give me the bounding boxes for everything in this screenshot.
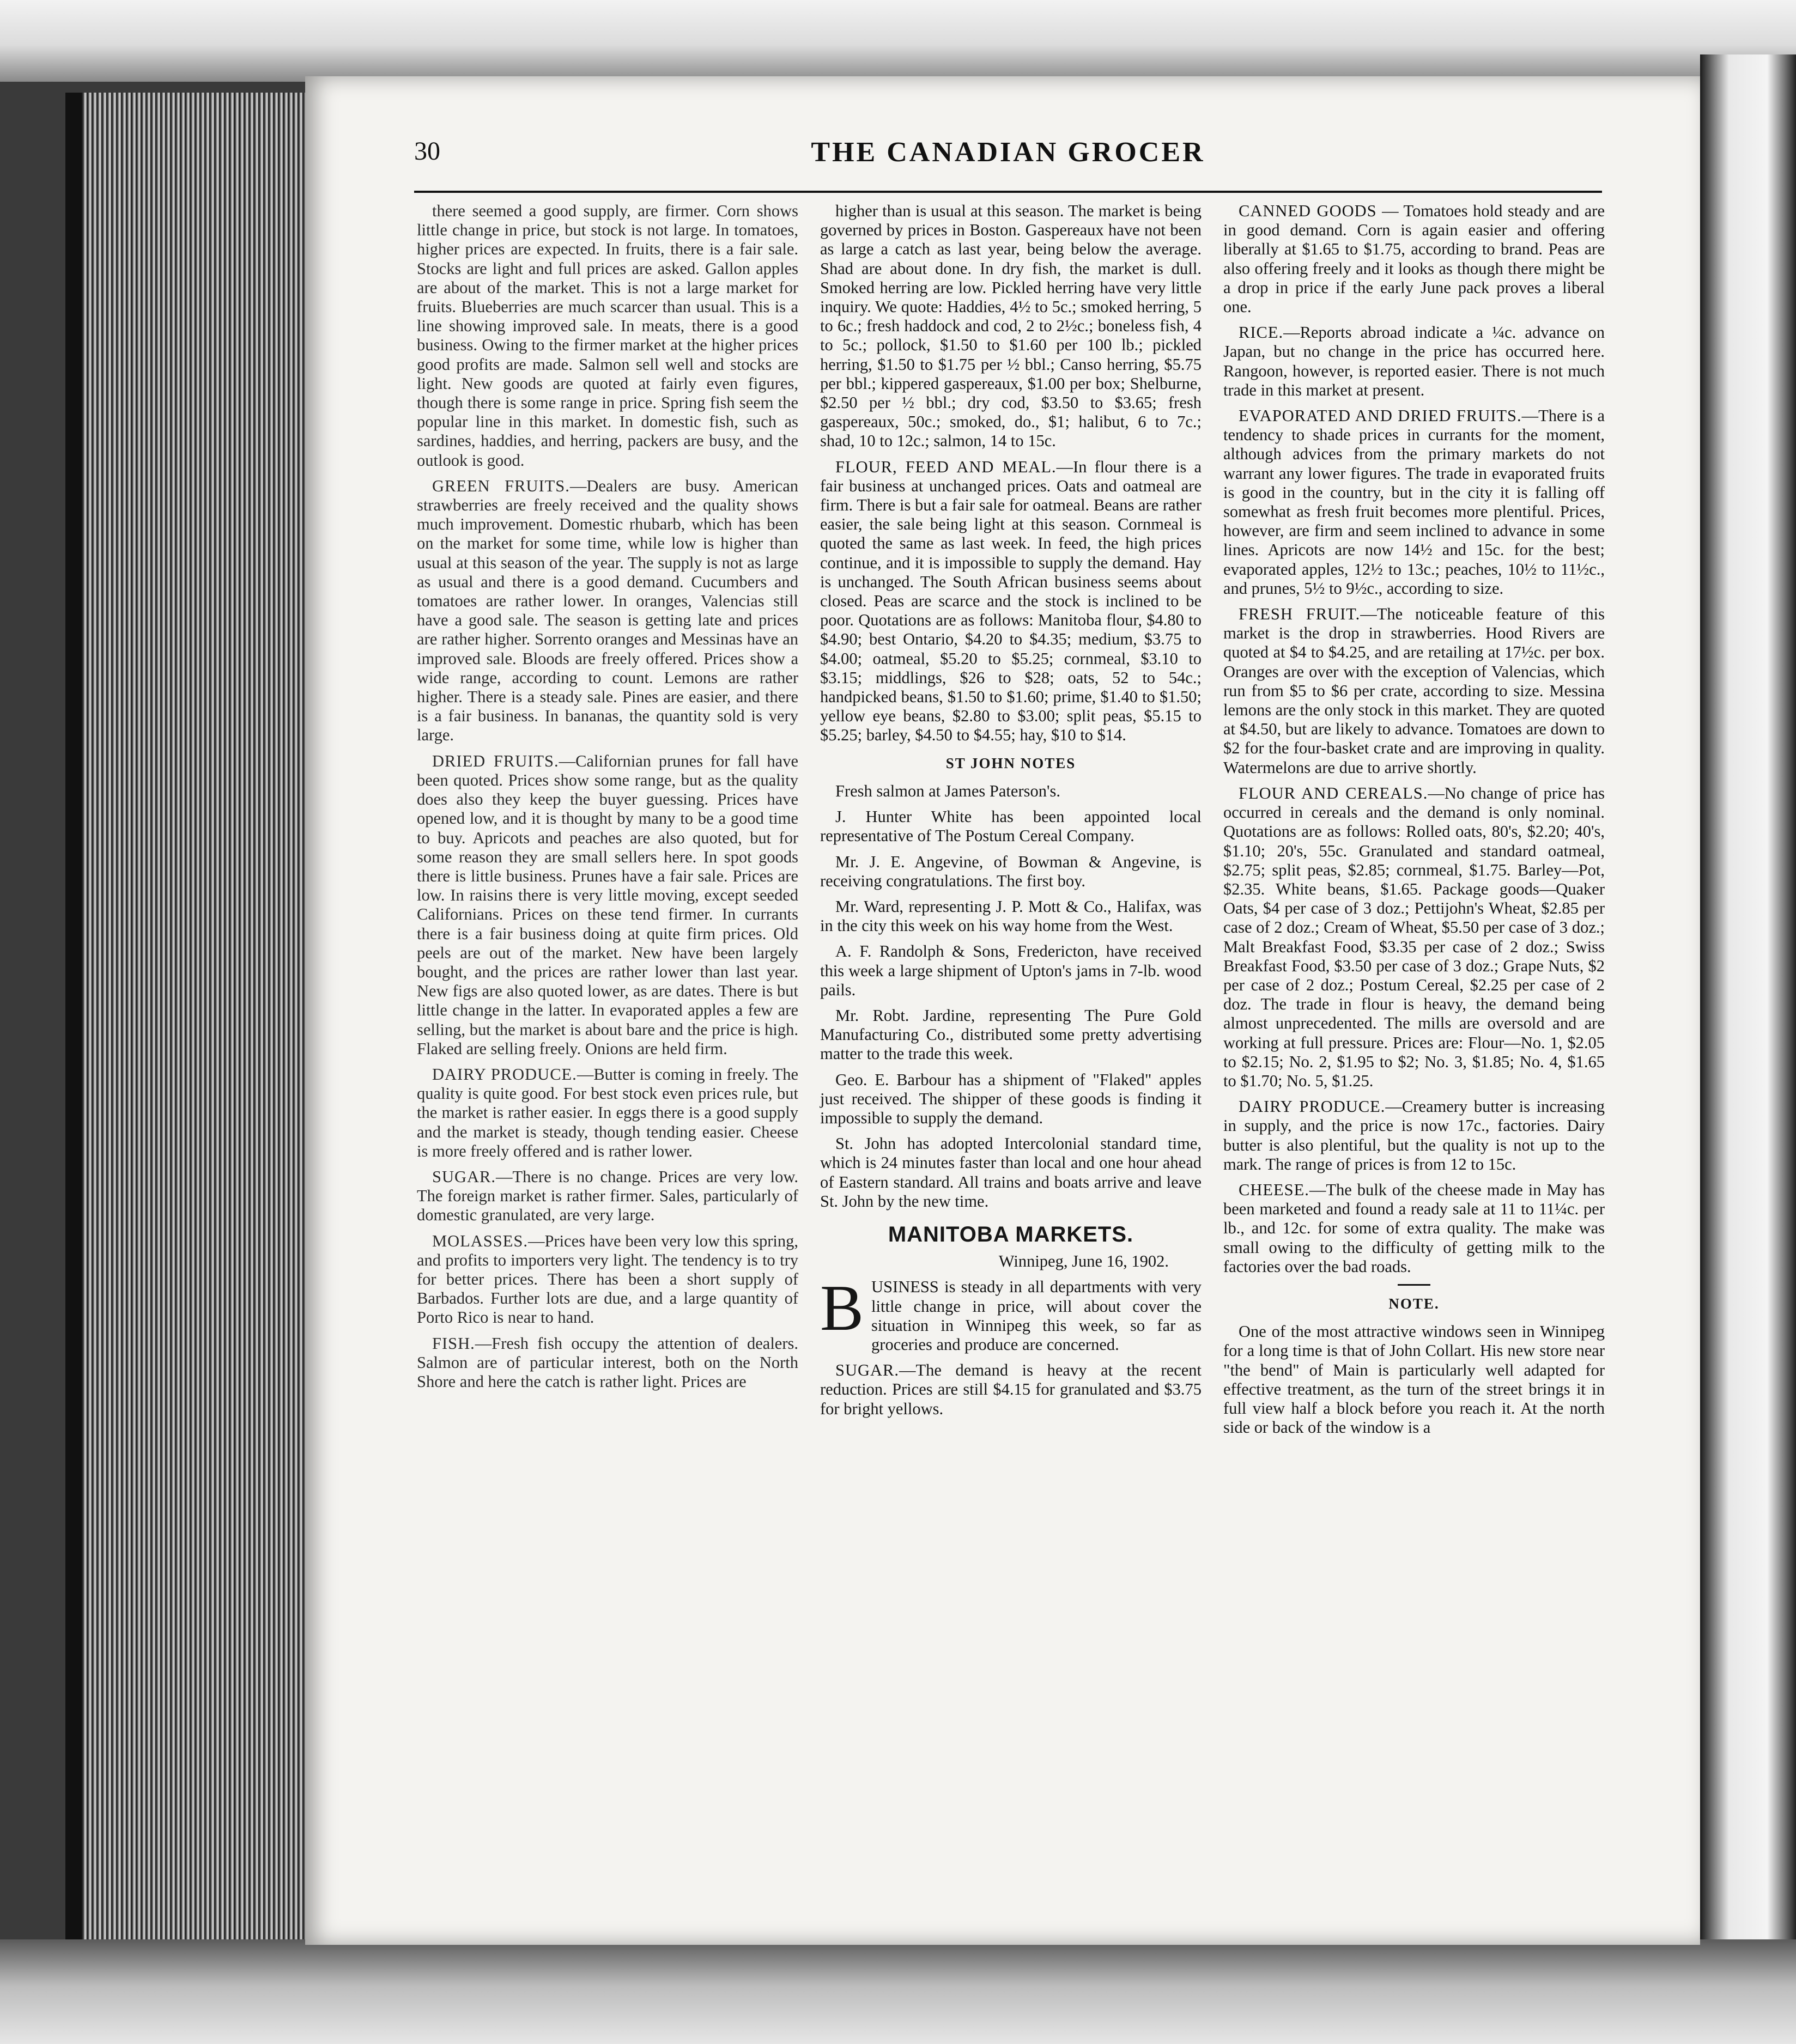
section-heading: FLOUR, FEED AND MEAL.	[835, 457, 1057, 476]
paragraph-text: Geo. E. Barbour has a shipment of "Flaked" apples just received. The shipper of these goods is finding it impossible to supply the demand.	[820, 1070, 1202, 1127]
manitoba-dateline: Winnipeg, June 16, 1902.	[998, 1252, 1169, 1271]
st-john-markets-continued	[820, 202, 1202, 745]
section-heading: DAIRY PRODUCE.	[432, 1064, 577, 1084]
newspaper-page	[305, 76, 1700, 1945]
section-heading: SUGAR.	[835, 1361, 900, 1380]
article-paragraph	[820, 942, 1202, 1000]
paragraph-text: —No change of price has occurred in cereals and the demand is only nominal. Quotations are as follows: Rolled oats, 80's, $2.20; 40's, $1.10; 20's, 55c. Granulated and standard oatmeal, $2.75; split peas, $2.85; cornmeal, $1.75. Barley—Pot, $2.35. White beans, $1.65. Package goods—Quaker Oats, $4 per case of 3 doz.; Pettijohn's Wheat, $2.85 per case of 2 doz.; Cream of Wheat, $5.50 per case of 3 doz.; Malt Breakfast Food, $3.35 per case of 2 doz.; Swiss Breakfast Food, $3.50 per case of 3 doz.; Grape Nuts, $2 per case of 2 doz.; Postum Cereal, $2.25 per case of 2 doz. The trade in flour is heavy, the demand being almost unprecedented. The mills are oversold and are working at full pressure. Prices are: Flour—No. 1, $2.05 to $2.15; No. 2, $1.95 to $2; No. 3, $1.85; No. 4, $1.65 to $1.70; No. 5, $1.25.	[1223, 783, 1605, 1090]
note-heading: NOTE.	[1388, 1295, 1440, 1312]
article-paragraph	[1223, 784, 1605, 1091]
note-paragraph: One of the most attractive windows seen in Winnipeg for a long time is that of John Collart. His new store near "the bend" of Main is particularly well adapted for effective treatment, as the turn of the street brings it in full view half a block before you reach it. At the north side or back of the window is a	[1223, 1322, 1605, 1437]
article-paragraph	[1223, 1097, 1605, 1174]
scan-background-top	[0, 0, 1796, 82]
article-paragraph	[417, 1232, 798, 1328]
article-paragraph	[417, 477, 798, 745]
paragraph-text: —Californian prunes for fall have been quoted. Prices show some range, but as the quality does also they keep the buyer guessing. Prices have opened low, and it is thought by many to be a good time to buy. Apricots and peaches are also quoted, but for some reason they are small sellers here. In spot goods there is little business. Prunes have a fair sale. Prices are low. In raisins there is very little moving, except seeded Californians. Prices on these tend firmer. In currants there is a fair business doing at quite firm prices. Old peels are out of the market. New have been largely bought, and the prices are rather lower than last year. New figs are also quoted lower, as are dates. There is but little change in the latter. In evaporated apples a few are selling, but the market is about bare and the price is high. Flaked are selling freely. Onions are held firm.	[417, 751, 799, 1058]
column-left	[417, 202, 798, 1398]
scan-background-bottom	[0, 1939, 1796, 2044]
article-paragraph	[1223, 406, 1605, 598]
paragraph-text: Mr. Robt. Jardine, representing The Pure Gold Manufacturing Co., distributed some pretty advertising matter to the trade this week.	[820, 1006, 1202, 1063]
article-paragraph	[820, 1070, 1202, 1128]
paragraph-text: J. Hunter White has been appointed local representative of The Postum Cereal Company.	[820, 807, 1202, 845]
article-paragraph	[820, 202, 1202, 451]
article-paragraph	[1223, 323, 1605, 400]
page-number: 30	[414, 137, 440, 166]
divider-rule	[1398, 1284, 1430, 1286]
paragraph-text: —Prices have been very low this spring, and profits to importers very light. The tendency is to try for better prices. There has been a short supply of Barbados. Further lots are due, and a large quantity of Porto Rico is near to hand.	[417, 1231, 798, 1327]
st-john-notes	[820, 782, 1202, 1211]
paragraph-text: —The bulk of the cheese made in May has been marketed and found a ready sale at 11 to 11¼c. per lb., and 12c. for some of extra quality. The make was small owing to the difficulty of getting milk to the factories over the bad roads.	[1223, 1180, 1605, 1276]
paragraph-text: higher than is usual at this season. The market is being governed by prices in Boston. Gaspereaux have not been as large a catch as last year, being below the average. Shad are about done. In dry fish, the market is dull. Smoked herring are low. Pickled herring have very little inquiry. We quote: Haddies, 4½ to 5c.; smoked herring, 5 to 6c.; fresh haddock and cod, 2 to 2½c.; boneless fish, 4 to 5c.; pollock, $1.50 to $1.60 per 100 lb.; pickled herring, $1.50 to $1.75 per ½ bbl.; Canso herring, $5.75 per bbl.; kippered gaspereaux, $1.00 per box; Shelburne, $2.50 per ½ bbl.; dry cod, $3.50 to $3.65; fresh gaspereaux, 50c.; smoked, do., $1; halibut, 6 to 7c.; shad, 10 to 12c.; salmon, 14 to 15c.	[820, 202, 1202, 451]
paragraph-text: Fresh salmon at James Paterson's.	[835, 781, 1060, 800]
book-cover-edge-right	[1700, 54, 1796, 1939]
section-heading: FRESH FRUIT.	[1239, 605, 1361, 624]
paragraph-text: —The noticeable feature of this market is the drop in strawberries. Hood Rivers are quoted at $4 to $4.25, and are retailing at 17½c. per box. Oranges are over with the exception of Valencias, which run from $5 to $6 per crate, according to size. Messina lemons are the only stock in this market. They are quoted at $4.50, but are likely to advance. Tomatoes are down to $2 for the four-basket crate and are improving in quality. Watermelons are due to arrive shortly.	[1223, 605, 1605, 777]
article-paragraph	[1223, 1181, 1605, 1276]
manitoba-markets-heading: MANITOBA MARKETS.	[888, 1222, 1134, 1246]
section-heading: MOLASSES.	[432, 1231, 528, 1250]
column-right	[1223, 202, 1605, 1444]
section-heading: FISH.	[432, 1334, 475, 1353]
winnipeg-market-reports	[1223, 202, 1605, 1276]
section-heading: CANNED GOODS	[1239, 202, 1377, 220]
article-paragraph	[820, 807, 1202, 845]
paragraph-text: Mr. J. E. Angevine, of Bowman & Angevine, is receiving congratulations. The first boy.	[820, 852, 1202, 890]
article-paragraph	[1223, 202, 1605, 317]
article-paragraph	[417, 1334, 798, 1392]
paragraph-text: St. John has adopted Intercolonial standard time, which is 24 minutes faster than local and one hour ahead of Eastern standard. All trains and boats arrive and leave St. John by the new time.	[820, 1134, 1202, 1210]
drop-cap-letter: B	[820, 1272, 864, 1345]
paragraph-text: —Reports abroad indicate a ¼c. advance on Japan, but no change in the price has occurred here. Rangoon, however, is reported easier. There is not much trade in this market at present.	[1223, 323, 1605, 399]
section-heading: FLOUR AND CEREALS.	[1239, 783, 1428, 802]
section-heading: DAIRY PRODUCE.	[1239, 1097, 1386, 1116]
paragraph-text: —Dealers are busy. American strawberries are freely received and the quality shows much improvement. Domestic rhubarb, which has been on the market for some time, while low is higher than usual at this season of the year. The supply is not as large as usual and there is a good demand. Cucumbers and tomatoes are rather lower. In oranges, Valencias still have a good sale. The season is getting late and prices are rather higher. Sorrento oranges and Messinas have an improved sale. Bloods are freely offered. Prices show a wide range, according to count. Lemons are rather higher. There is a steady sale. Pines are easier, and there is a fair business. In bananas, the quantity sold is very large.	[417, 476, 798, 745]
paragraph-text: —There is no change. Prices are very low. The foreign market is rather firmer. Sales, particularly of domestic granulated, are very large.	[417, 1167, 798, 1225]
article-paragraph	[417, 1065, 798, 1161]
paragraph-text: — Tomatoes hold steady and are in good demand. Corn is again easier and offering liberally at $1.65 to $1.75, according to brand. Peas are also offering freely and it looks as though there might be a drop in price if the early June pack proves a liberal one.	[1223, 202, 1605, 317]
manitoba-intro-paragraph	[820, 1272, 1202, 1354]
paragraph-text: there seemed a good supply, are firmer. Corn shows little change in price, but stock is not large. In tomatoes, higher prices are expected. In fruits, there is a fair sale. Stocks are light and full prices are asked. Gallon apples are about of the market. This is not a large market for fruits. Blueberries are much scarcer than usual. This is a line showing improved sale. In meats, there is a good business. Owing to the firmer market at the higher prices good profits are made. Salmon sell well and stocks are light. New goods are quoted at fairly even figures, though there is some range in price. Spring fish seem the popular line in this market. In domestic fish, such as sardines, haddies, and herring, packers are busy, and the outlook is good.	[417, 202, 798, 470]
article-paragraph	[820, 782, 1202, 801]
article-paragraph	[417, 1167, 798, 1225]
book-page-edges-left	[65, 93, 321, 1939]
manitoba-sugar-paragraph	[820, 1361, 1202, 1419]
article-paragraph	[820, 1006, 1202, 1064]
paragraph-text: —The demand is heavy at the recent reduction. Prices are still $4.15 for granulated and $3.75 for bright yellows.	[820, 1361, 1202, 1418]
article-paragraph	[820, 458, 1202, 745]
journal-title: THE CANADIAN GROCER	[811, 137, 1205, 168]
paragraph-text: —Creamery butter is increasing in supply, and the price is now 17c., factories. Dairy butter is also plentiful, but the quality is not up to the mark. The range of prices is from 12 to 15c.	[1223, 1097, 1605, 1173]
paragraph-text: —In flour there is a fair business at unchanged prices. Oats and oatmeal are firm. There is but a fair sale for oatmeal. Beans are rather easier, the sale being light at this season. Cornmeal is quoted the same as last week. In feed, the high prices continue, and it is impossible to supply the demand. Hay is unchanged. The South African business seems about closed. Peas are scarce and the stock is inclined to be poor. Quotations are as follows: Manitoba flour, $4.80 to $4.90; best Ontario, $4.20 to $4.35; medium, $3.75 to $4.00; oatmeal, $5.20 to $5.25; cornmeal, $3.10 to $3.15; middlings, $26 to $28; oats, 52 to 54c.; handpicked beans, $1.50 to $1.60; prime, $1.40 to $1.50; yellow eye beans, $2.80 to $3.00; split peas, $5.15 to $5.25; barley, $4.50 to $4.55; hay, $10 to $14.	[820, 457, 1202, 745]
article-paragraph	[820, 853, 1202, 891]
article-paragraph	[820, 1134, 1202, 1211]
paragraph-text: A. F. Randolph & Sons, Fredericton, have received this week a large shipment of Upton's jams in 7-lb. wood pails.	[820, 942, 1202, 999]
section-heading: CHEESE.	[1239, 1180, 1309, 1199]
paragraph-text: —Butter is coming in freely. The quality is quite good. For best stock even prices rule, but the market is rather easier. In eggs there is a good supply and the market is steady, though tending easier. Cheese is more freely offered and is rather lower.	[417, 1064, 798, 1160]
section-heading: EVAPORATED AND DRIED FRUITS.	[1239, 406, 1522, 425]
article-paragraph	[820, 897, 1202, 935]
column-middle	[820, 202, 1202, 1425]
paragraph-text: —There is a tendency to shade prices in currants for the moment, although advices from the primary markets do not warrant any lower figures. The trade in evaporated fruits is good in the country, but in the city it is falling off somewhat as fresh fruit becomes more plentiful. Prices, however, are firm and seem inclined to advance in some lines. Apricots are now 14½ and 15c. for the best; evaporated apples, 12½ to 13c.; peaches, 10½ to 11½c., and prunes, 5½ to 9½c., according to size.	[1223, 406, 1605, 598]
section-heading: GREEN FRUITS.	[432, 476, 570, 495]
section-heading: SUGAR.	[432, 1167, 496, 1186]
paragraph-text: Mr. Ward, representing J. P. Mott & Co., Halifax, was in the city this week on his way home from the West.	[820, 897, 1202, 935]
page-header	[414, 136, 1602, 193]
st-john-notes-heading: ST JOHN NOTES	[945, 755, 1076, 771]
paragraph-text: —Fresh fish occupy the attention of dealers. Salmon are of particular interest, both on the North Shore and here the catch is rather light. Prices are	[417, 1334, 798, 1391]
article-paragraph	[1223, 605, 1605, 777]
manitoba-intro-text: USINESS is steady in all departments with very little change in price, will about cover the situation in Winnipeg this week, so far as groceries and produce are concerned.	[871, 1278, 1202, 1354]
section-heading: DRIED FRUITS.	[432, 751, 559, 770]
article-paragraph	[417, 202, 798, 470]
section-heading: RICE.	[1239, 323, 1284, 342]
article-paragraph	[417, 752, 798, 1058]
